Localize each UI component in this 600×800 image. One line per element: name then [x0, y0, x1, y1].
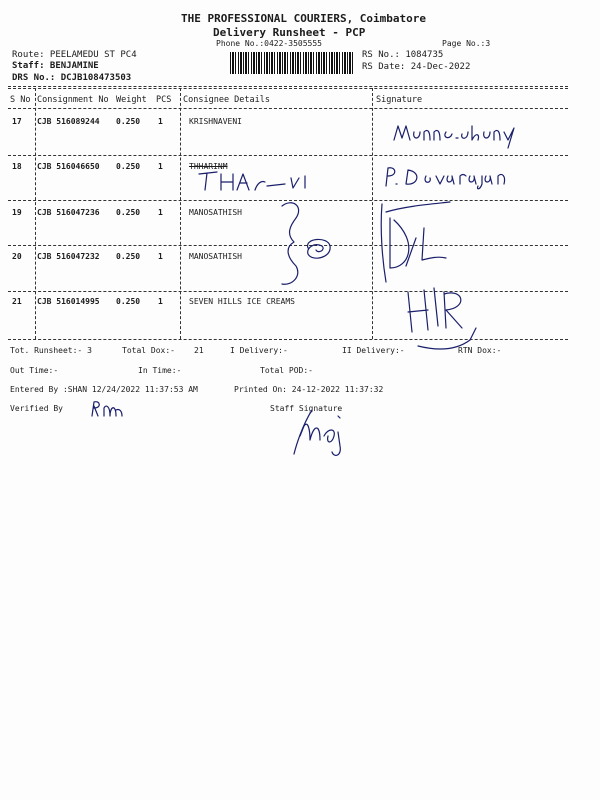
column-header-signature: Signature	[376, 95, 423, 105]
column-header-sno: S No	[10, 95, 31, 105]
row-consignment: CJB 516046650	[37, 162, 100, 171]
column-divider	[180, 88, 181, 339]
row-consignee: SEVEN HILLS ICE CREAMS	[189, 297, 295, 306]
header-rule	[8, 108, 568, 109]
row18-consignee-handwriting	[195, 168, 315, 194]
column-divider	[35, 88, 36, 339]
row-weight: 0.250	[116, 162, 141, 171]
barcode	[230, 52, 354, 74]
row17-signature-handwriting	[390, 118, 530, 150]
table-bottom-rule	[8, 339, 568, 340]
row-consignment: CJB 516047236	[37, 208, 100, 217]
page-number: Page No.:3	[442, 39, 491, 48]
row-consignee: MANOSATHISH	[189, 208, 242, 217]
rtn-dox: RTN Dox:-	[458, 346, 502, 355]
row-pcs: 1	[158, 117, 163, 126]
column-header-weight: Weight	[116, 95, 147, 105]
row-pcs: 1	[158, 252, 163, 261]
document-title: Delivery Runsheet - PCP	[213, 26, 366, 39]
total-runsheet: Tot. Runsheet:- 3	[10, 346, 92, 355]
row-sno: 19	[12, 208, 22, 217]
row18-signature-handwriting	[382, 162, 522, 192]
total-dox-label: Total Dox:-	[122, 346, 175, 355]
row-sno: 21	[12, 297, 22, 306]
row-consignment: CJB 516089244	[37, 117, 100, 126]
drs-number: DRS No.: DCJB108473503	[12, 73, 132, 83]
column-divider	[372, 88, 373, 339]
row-consignee: THHARINM	[189, 162, 228, 171]
out-time: Out Time:-	[10, 366, 59, 375]
row-weight: 0.250	[116, 297, 141, 306]
column-header-consignee: Consignee Details	[183, 95, 270, 105]
row-pcs: 1	[158, 208, 163, 217]
row-consignee: MANOSATHISH	[189, 252, 242, 261]
row-pcs: 1	[158, 297, 163, 306]
row19-20-signature-handwriting	[376, 198, 456, 288]
printed-on: Printed On: 24-12-2022 11:37:32	[234, 385, 384, 394]
row-consignment: CJB 516014995	[37, 297, 100, 306]
rs-number: RS No.: 1084735	[362, 50, 444, 60]
row-sno: 18	[12, 162, 22, 171]
row-pcs: 1	[158, 162, 163, 171]
rs-date: RS Date: 24-Dec-2022	[362, 62, 471, 72]
verified-by-label: Verified By	[10, 404, 63, 413]
row-weight: 0.250	[116, 208, 141, 217]
row-rule	[8, 291, 568, 292]
in-time: In Time:-	[138, 366, 182, 375]
row-weight: 0.250	[116, 117, 141, 126]
bracket-mark-handwriting	[278, 198, 340, 290]
route: Route: PEELAMEDU ST PC4	[12, 50, 137, 60]
staff-signature-label: Staff Signature	[270, 404, 343, 413]
row21-signature-handwriting	[400, 282, 480, 354]
verifier-signature-handwriting	[88, 398, 128, 420]
column-header-pcs: PCS	[156, 95, 172, 105]
i-delivery: I Delivery:-	[230, 346, 288, 355]
row-sno: 17	[12, 117, 22, 126]
company-name: THE PROFESSIONAL COURIERS, Coimbatore	[181, 12, 427, 25]
ii-delivery: II Delivery:-	[342, 346, 405, 355]
row-sno: 20	[12, 252, 22, 261]
entered-by: Entered By :SHAN 12/24/2022 11:37:53 AM	[10, 385, 198, 394]
table-top-rule	[8, 86, 568, 87]
table-top-rule-2	[8, 88, 568, 89]
total-dox-value: 21	[194, 346, 204, 355]
row-rule	[8, 155, 568, 156]
row-consignment: CJB 516047232	[37, 252, 100, 261]
total-pod: Total POD:-	[260, 366, 313, 375]
row-consignee: KRISHNAVENI	[189, 117, 242, 126]
staff: Staff: BENJAMINE	[12, 61, 99, 71]
column-header-consignment: Consignment No	[37, 95, 109, 105]
row-weight: 0.250	[116, 252, 141, 261]
staff-signature-handwriting	[290, 406, 356, 458]
phone-number: Phone No.:0422-3505555	[216, 39, 322, 48]
